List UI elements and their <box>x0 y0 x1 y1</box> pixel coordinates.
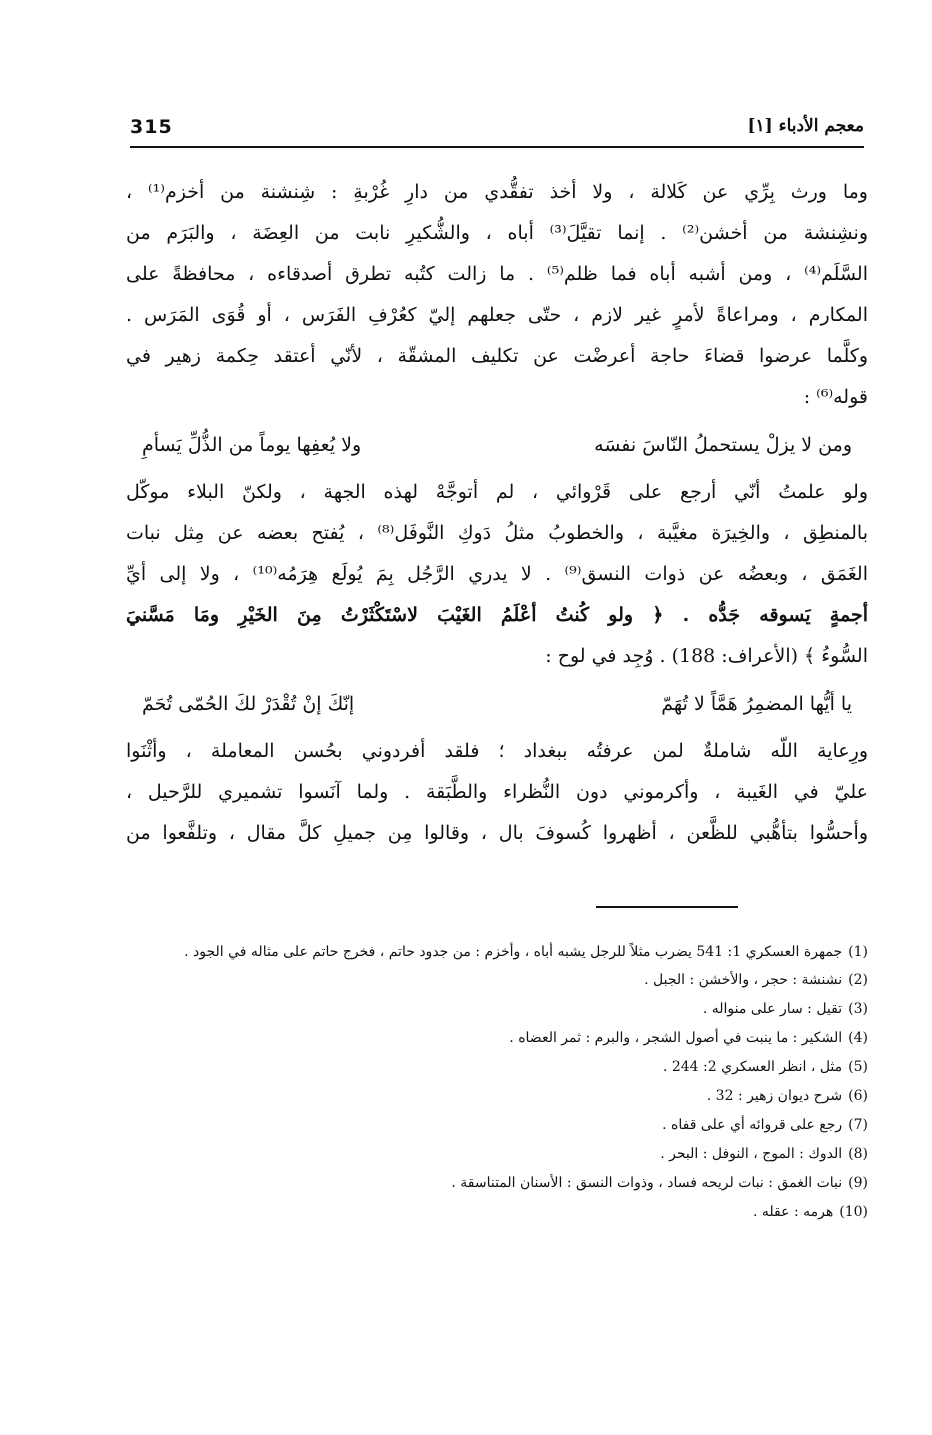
text-line: ونشِنشة من أخشن⁽²⁾ . إنما تقيَّلَ⁽³⁾ أباه ، والشُّكيرِ نابت من العِضَة ، والبَرَم من <box>126 222 868 244</box>
footnote <box>126 1111 868 1140</box>
footnote-number: (6) <box>848 1088 868 1104</box>
footnote-divider <box>596 906 738 908</box>
footnote-number: (4) <box>848 1030 868 1046</box>
text-line: المكارم ، ومراعاةً لأمرٍ غير لازم ، حتّى جعلهم إليّ كعُرْفِ الفَرَس ، أو قُوَى المَرَس . <box>126 304 868 326</box>
footnote <box>126 1082 868 1111</box>
running-title: معجم الأدباء [١] <box>747 116 864 136</box>
poem-verse <box>126 677 868 731</box>
footnote-number: (8) <box>848 1146 868 1162</box>
main-text <box>126 172 868 854</box>
text-line: وما ورث بِرِّي عن كَلالة ، ولا أخذ تفقُّدي من دارِ غُرْبةِ : شِنشنة من أخزم⁽¹⁾ ، <box>126 181 868 203</box>
verse-second-hemistich: إنّكَ إنْ تُقْدَرْ لكَ الحُمّى تُحَمّ <box>142 693 355 715</box>
text-line: قوله⁽⁶⁾ : <box>803 386 868 408</box>
footnote-number: (10) <box>839 1204 868 1220</box>
page-header <box>130 112 864 148</box>
footnote <box>126 1169 868 1198</box>
quran-quote-line: أجمةٍ يَسوقه جَدُّه . ﴿ ولو كُنتُ أعْلَمُ الغَيْبَ لاسْتَكْثَرْتُ مِنَ الخَيْرِ ومَا مَسَّنيَ <box>126 604 868 626</box>
footnote <box>126 1053 868 1082</box>
footnote-text: الدوك : الموج ، النوفل : البحر . <box>660 1146 843 1162</box>
footnote-text: رجع على قروائه أي على قفاه . <box>662 1117 843 1133</box>
text-line: ورِعاية اللّه شاملةٌ لمن عرفتُه ببغداد ؛ فلقد أفردوني بحُسن المعاملة ، وأثْنَوا <box>126 740 868 762</box>
footnote-number: (3) <box>848 1001 868 1017</box>
footnote <box>126 938 868 966</box>
footnote-text: نبات الغمق : نبات لريحه فساد ، وذوات النسق : الأسنان المتناسقة . <box>451 1175 843 1191</box>
poem-verse <box>126 418 868 472</box>
verse-first-hemistich: ومن لا يزلْ يستحملُ النّاسَ نفسَه <box>594 434 852 456</box>
page-number: 315 <box>130 116 173 138</box>
text-line: السَّلَم⁽⁴⁾ ، ومن أشبه أباه فما ظلم⁽⁵⁾ . ما زالت كتُبه تطرق أصدقاءه ، محافظةً على <box>126 263 868 285</box>
footnote <box>126 995 868 1024</box>
text-line: عليّ في الغَيبة ، وأكرموني دون النُّظراء والطَّبَقة . ولما آنَسوا تشميري للرَّحيل ، <box>126 781 868 803</box>
footnote <box>126 1140 868 1169</box>
verse-second-hemistich: ولا يُعفِها يوماً من الذُّلِّ يَسأمِ <box>142 434 362 456</box>
footnote-number: (9) <box>848 1175 868 1191</box>
verse-first-hemistich: يا أيُّها المضمِرُ هَمَّاً لا تُهَمّ <box>661 693 852 715</box>
text-line: السُّوءُ ﴾ (الأعراف: 188) . وُجِد في لوح : <box>545 645 868 667</box>
footnote-text: جمهرة العسكري 1: 541 يضرب مثلاً للرجل يشبه أباه ، وأخزم : من جدود حاتم ، فخرج حاتم على مثاله في الجود . <box>184 944 843 960</box>
footnote-text: تقيل : سار على منواله . <box>702 1001 843 1017</box>
text-line: وكلَّما عرضوا قضاءَ حاجة أعرضْت عن تكليف المشقّة ، لأنّي أعتقد حِكمة زهير في <box>126 345 868 367</box>
text-line: ولو علمتُ أنّي أرجع على قَرْوائي ، لم أتوجَّهْ لهذه الجهة ، ولكنّ البلاء موكّل <box>126 481 868 503</box>
text-line: بالمنطِق ، والخِيرَة مغيَّبة ، والخطوبُ مثلُ دَوكِ النَّوفَل⁽⁸⁾ ، يُفتح بعضه عن مِثل نبات <box>126 522 868 544</box>
footnotes <box>126 938 868 1227</box>
footnote-number: (2) <box>848 972 868 988</box>
footnote-text: نشنشة : حجر ، والأخشن : الجبل . <box>644 972 843 988</box>
footnote-number: (5) <box>848 1059 868 1075</box>
footnote <box>126 1024 868 1053</box>
footnote-number: (1) <box>848 944 868 960</box>
footnote-text: الشكير : ما ينبت في أصول الشجر ، والبرم : ثمر العضاه . <box>509 1030 843 1046</box>
footnote-number: (7) <box>848 1117 868 1133</box>
footnote-text: مثل ، انظر العسكري 2: 244 . <box>662 1059 843 1075</box>
text-line: الغَمَق ، وبعضُه عن ذوات النسق⁽⁹⁾ . لا يدري الرَّجُل بِمَ يُولَع هِرَمُه⁽¹⁰⁾ ، ولا إلى أيِّ <box>126 563 868 585</box>
footnote <box>126 1198 868 1227</box>
footnote-text: شرح ديوان زهير : 32 . <box>706 1088 843 1104</box>
footnote <box>126 966 868 995</box>
footnote-text: هرمه : عقله . <box>753 1204 834 1220</box>
text-line: وأحسُّوا بتأهُّبي للظَّعن ، أظهروا كُسوفَ بال ، وقالوا مِن جميلِ كلَّ مقال ، وتلفَّعوا من <box>126 822 868 844</box>
